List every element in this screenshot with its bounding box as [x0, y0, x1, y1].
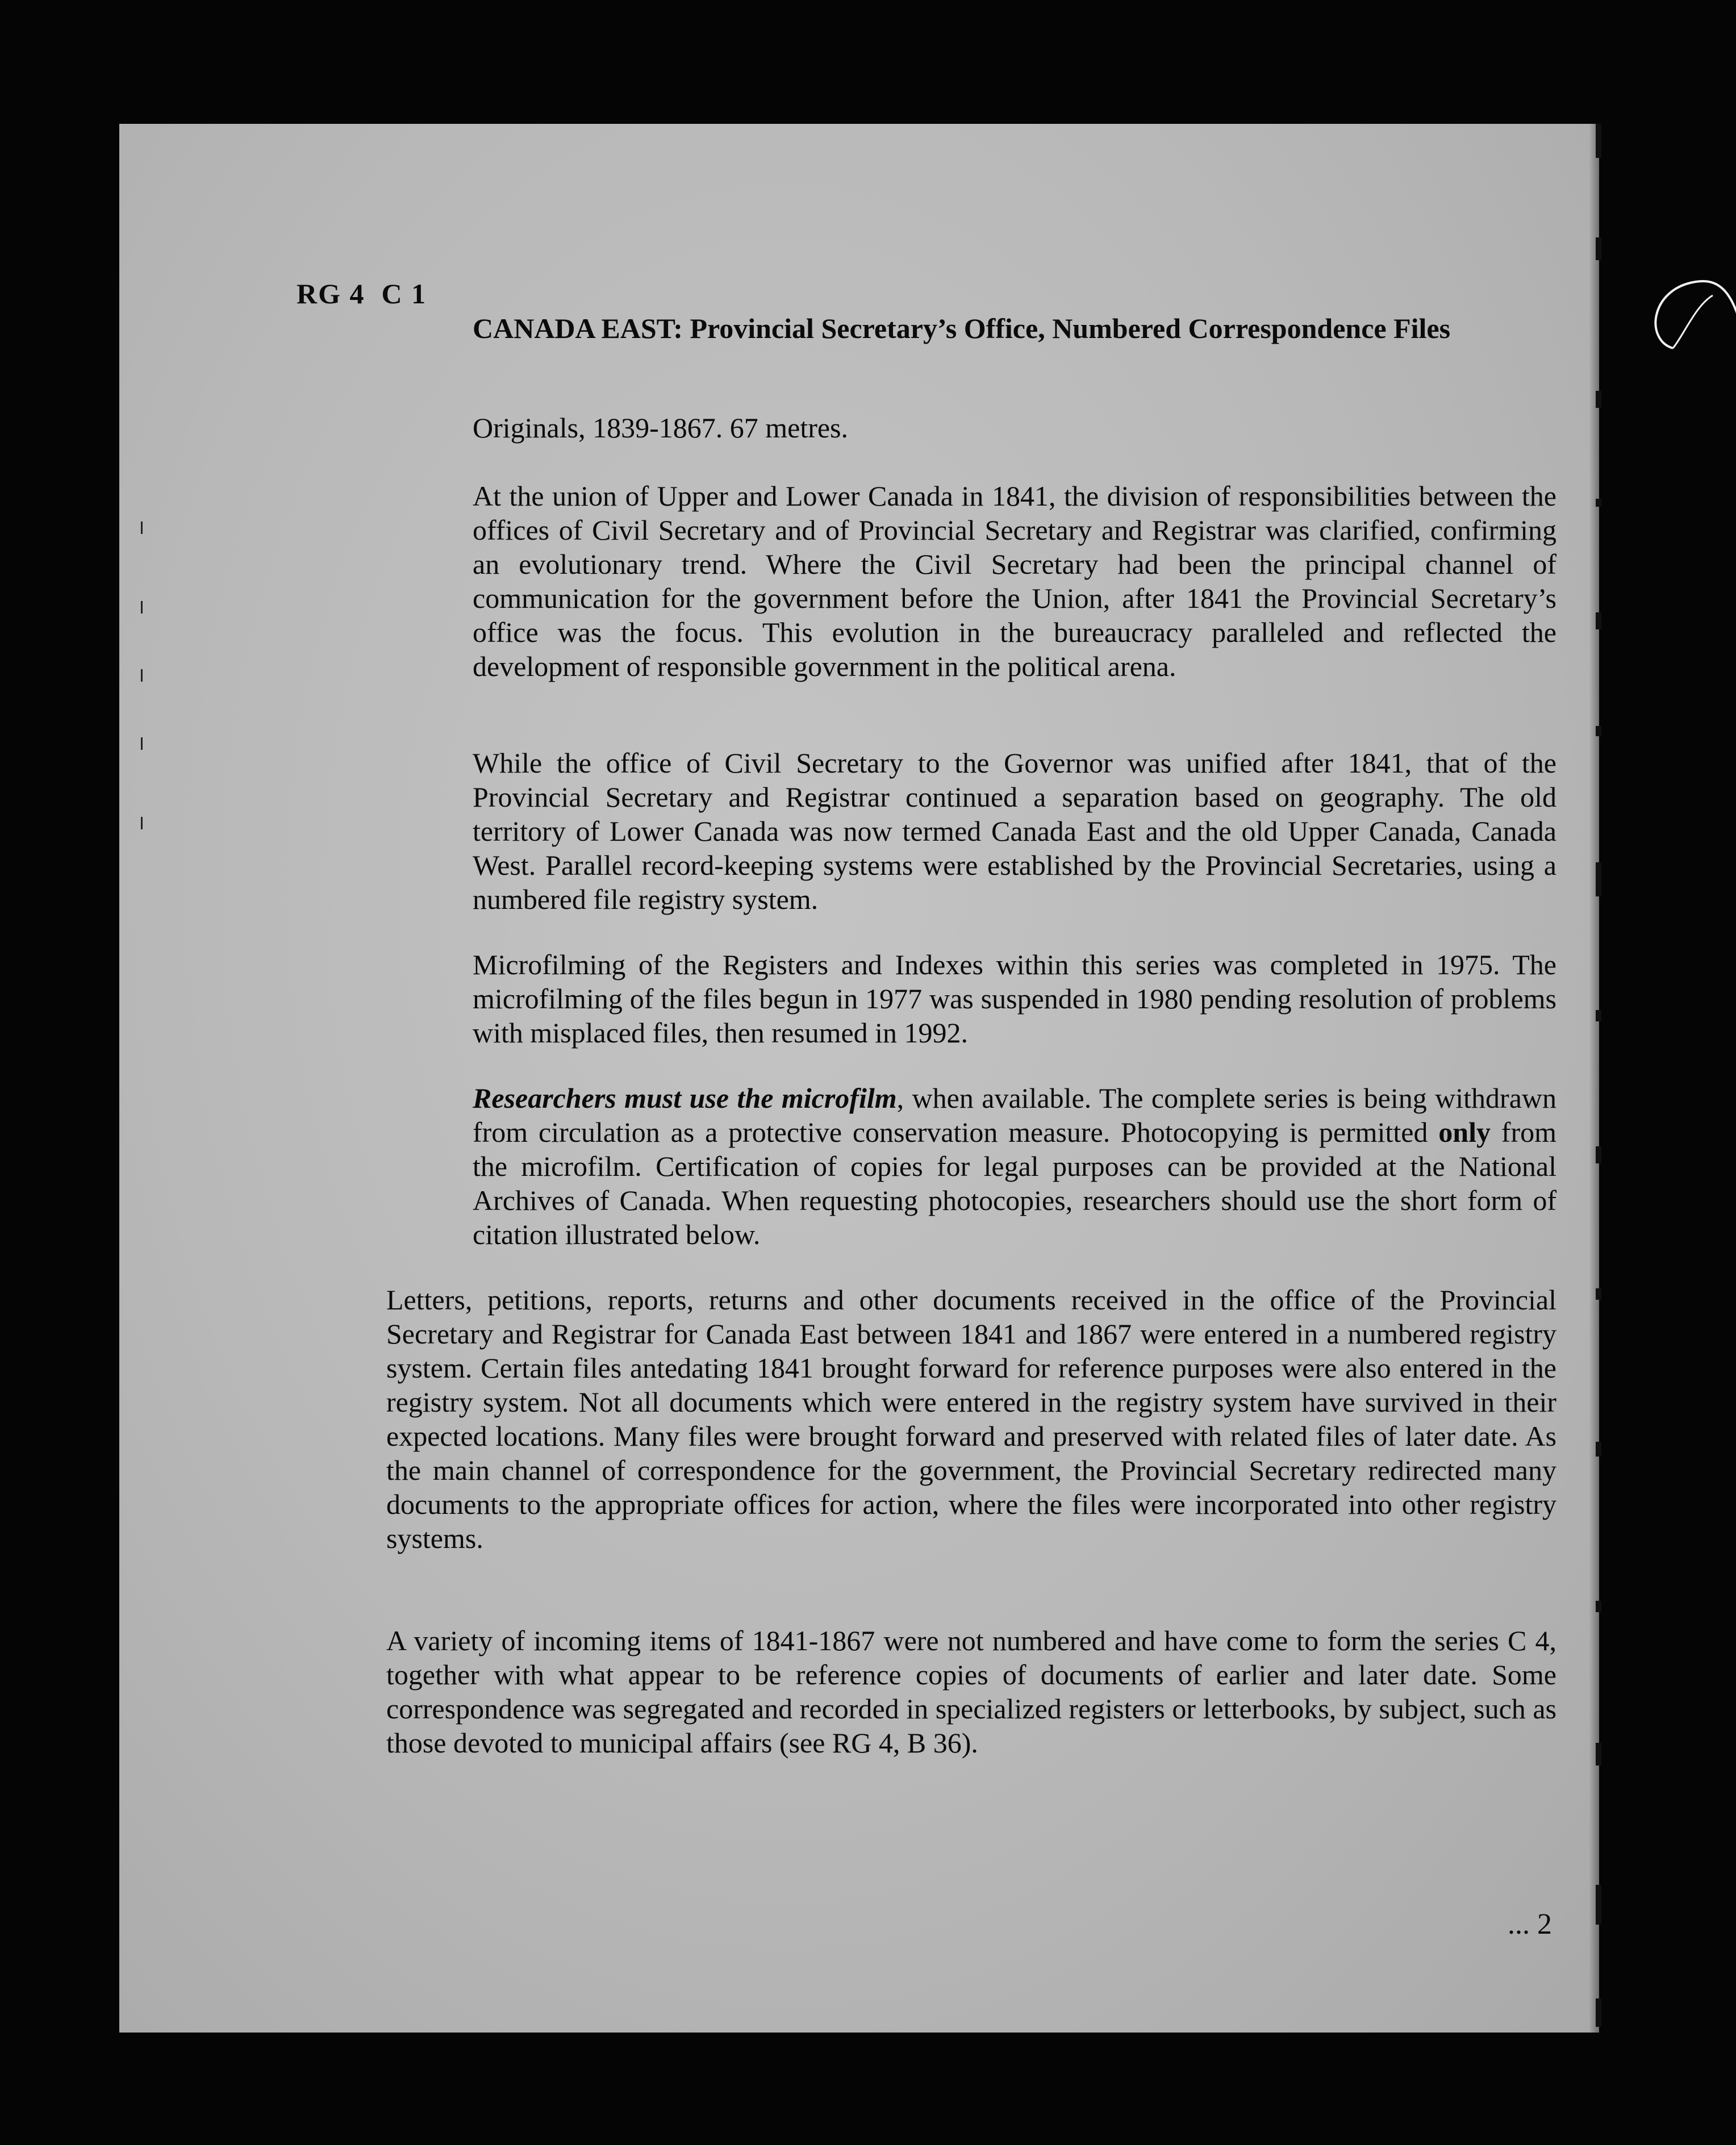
notice-text-a: , when available. The complete series is being withdrawn from circulation as a protective conservation measure. Photocopying is permitted [473, 1082, 1556, 1148]
page-edge-marks [1596, 124, 1603, 2033]
paragraph-text: A variety of incoming items of 1841-1867 were not numbered and have come to form the series C 4, together with what appear to be reference copies of documents of earlier and later date. Some correspondence was segregated and recorded in specialized registers or letterbooks, by subject, such as those devoted to municipal affairs (see RG 4, B 36). [386, 1625, 1556, 1759]
only-emphasis: only [1438, 1116, 1491, 1148]
page-number: ... 2 [1508, 1908, 1552, 1940]
document-page [119, 124, 1599, 2033]
paragraph-microfilming [473, 948, 1556, 1050]
document-title: CANADA EAST: Provincial Secretary’s Office, Numbered Correspondence Files [473, 312, 1451, 344]
paragraph-registry-system [386, 1283, 1556, 1555]
left-margin-marks [141, 521, 147, 862]
paragraph-union-1841 [473, 479, 1556, 683]
paragraph-text: Microfilming of the Registers and Indexes within this series was completed in 1975. The microfilming of the files begun in 1977 was suspended in 1980 pending resolution of problems with misplaced files, then resumed in 1992. [473, 949, 1556, 1049]
paragraph-civil-secretary [473, 746, 1556, 916]
paragraph-text: Letters, petitions, reports, returns and other documents received in the office of the Provincial Secretary and Registrar for Canada East between 1841 and 1867 were entered in a numbered registry system. Certain files antedating 1841 brought forward for reference purposes were also entered in the registry system. Not all documents which were entered in the registry system have survived in their expected locations. Many files were brought forward and preserved with related files of later date. As the main channel of correspondence for the government, the Provincial Secretary redirected many documents to the appropriate offices for action, where the files were incorporated into other registry systems. [386, 1284, 1556, 1554]
paragraph-text: At the union of Upper and Lower Canada in 1841, the division of responsibilities between the offices of Civil Secretary and of Provincial Secretary and Registrar was clarified, confirming an evolutionary trend. Where the Civil Secretary had been the principal channel of communication for the government before the Union, after 1841 the Provincial Secretary’s office was the focus. This evolution in the bureaucracy paralleled and reflected the development of responsible government in the political arena. [473, 480, 1556, 682]
pencil-annotation [1633, 266, 1736, 357]
extent-line: Originals, 1839-1867. 67 metres. [473, 412, 849, 444]
paragraph-text [473, 1081, 1556, 1251]
notice-text-b: from the microfilm. Certification of copies for legal purposes can be provided at the National Archives of Canada. When requesting photocopies, researchers should use the short form of citation illustrated below. [473, 1116, 1556, 1250]
microfilm-emphasis: Researchers must use the microfilm [473, 1082, 897, 1114]
reference-code: RG 4 C 1 [297, 278, 427, 310]
paragraph-researchers-notice [473, 1081, 1556, 1251]
paragraph-text: While the office of Civil Secretary to the Governor was unified after 1841, that of the Provincial Secretary and Registrar continued a separation based on geography. The old territory of Lower Canada was now termed Canada East and the old Upper Canada, Canada West. Parallel record-keeping systems were established by the Provincial Secretaries, using a numbered file registry system. [473, 747, 1556, 915]
paragraph-series-c4 [386, 1624, 1556, 1760]
